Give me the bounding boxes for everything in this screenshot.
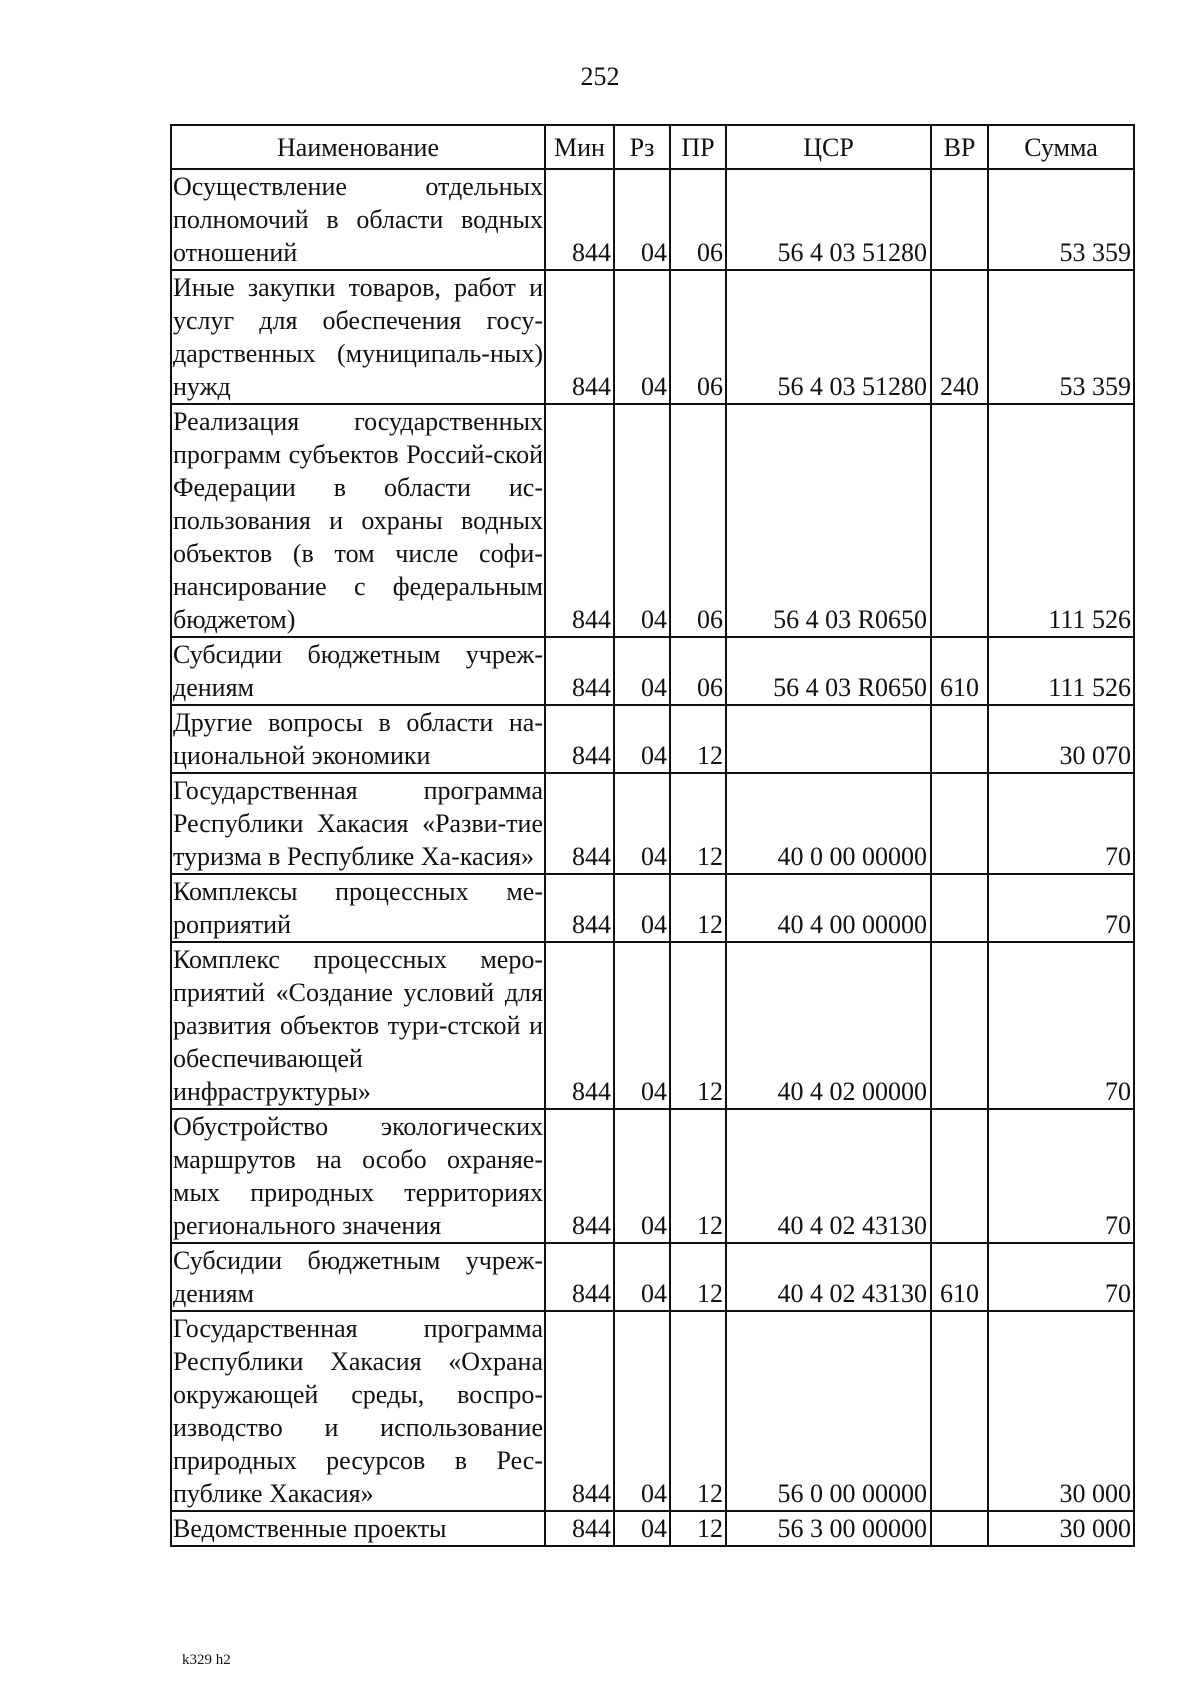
table-row [171,773,1134,874]
table-body [171,169,1134,1546]
row-vr: 610 [931,1243,988,1311]
row-pr: 12 [670,773,726,874]
row-min: 844 [545,404,614,637]
row-sum: 53 359 [988,270,1134,404]
row-pr: 12 [670,874,726,942]
row-rz: 04 [614,705,670,773]
row-pr: 12 [670,1511,726,1546]
row-vr [931,1511,988,1546]
row-vr [931,1311,988,1511]
row-sum: 53 359 [988,169,1134,270]
header-pr: ПР [670,125,726,169]
page-number: 252 [580,62,620,91]
row-rz: 04 [614,1511,670,1546]
row-sum: 111 526 [988,637,1134,705]
row-vr [931,942,988,1109]
row-vr: 610 [931,637,988,705]
row-min: 844 [545,1511,614,1546]
row-pr: 06 [670,270,726,404]
row-pr: 12 [670,942,726,1109]
header-min: Мин [545,125,614,169]
row-min: 844 [545,169,614,270]
row-name: Субсидии бюджетным учреж-дениям [171,1243,545,1311]
row-min: 844 [545,1311,614,1511]
row-sum: 70 [988,942,1134,1109]
row-name: Ведомственные проекты [171,1511,545,1546]
row-csr: 56 0 00 00000 [726,1311,931,1511]
row-name: Обустройство экологических маршрутов на особо охраняе-мых природных территориях регионального значения [171,1109,545,1243]
row-name: Субсидии бюджетным учреж-дениям [171,637,545,705]
row-csr: 56 4 03 R0650 [726,404,931,637]
row-pr: 12 [670,705,726,773]
row-sum: 30 000 [988,1511,1134,1546]
table-row [171,637,1134,705]
row-sum: 70 [988,1109,1134,1243]
row-csr: 56 4 03 51280 [726,270,931,404]
row-rz: 04 [614,1311,670,1511]
row-name: Реализация государственных программ субъектов Россий-ской Федерации в области ис-пользования и охраны водных объектов (в том числе софи-нансирование с федеральным бюджетом) [171,404,545,637]
row-csr [726,705,931,773]
header-sum: Сумма [988,125,1134,169]
row-rz: 04 [614,874,670,942]
row-vr [931,874,988,942]
row-csr: 40 4 02 43130 [726,1109,931,1243]
row-rz: 04 [614,1243,670,1311]
row-csr: 56 4 03 51280 [726,169,931,270]
row-min: 844 [545,1109,614,1243]
row-vr [931,1109,988,1243]
row-rz: 04 [614,637,670,705]
row-name: Комплекс процессных меро-приятий «Создание условий для развития объектов тури-стской и обеспечивающей инфраструктуры» [171,942,545,1109]
row-name: Государственная программа Республики Хакасия «Охрана окружающей среды, воспро-изводство и использование природных ресурсов в Рес-публике Хакасия» [171,1311,545,1511]
table-header [171,125,1134,169]
row-vr [931,773,988,874]
row-csr: 56 3 00 00000 [726,1511,931,1546]
row-rz: 04 [614,942,670,1109]
row-min: 844 [545,773,614,874]
row-rz: 04 [614,773,670,874]
row-rz: 04 [614,270,670,404]
row-csr: 56 4 03 R0650 [726,637,931,705]
row-name: Комплексы процессных ме-роприятий [171,874,545,942]
table-header-row [171,125,1134,169]
table-row [171,705,1134,773]
footer-code: k329 h2 [182,1652,231,1668]
row-min: 844 [545,270,614,404]
row-rz: 04 [614,169,670,270]
row-sum: 30 070 [988,705,1134,773]
row-min: 844 [545,874,614,942]
row-csr: 40 0 00 00000 [726,773,931,874]
row-sum: 70 [988,1243,1134,1311]
row-sum: 70 [988,874,1134,942]
row-csr: 40 4 02 43130 [726,1243,931,1311]
row-pr: 06 [670,637,726,705]
row-pr: 12 [670,1243,726,1311]
row-sum: 30 000 [988,1311,1134,1511]
table-row [171,1109,1134,1243]
header-vr: ВР [931,125,988,169]
header-name: Наименование [171,125,545,169]
table-row [171,1311,1134,1511]
row-sum: 70 [988,773,1134,874]
row-pr: 06 [670,404,726,637]
table-row [171,874,1134,942]
row-vr [931,404,988,637]
row-name: Другие вопросы в области на-циональной экономики [171,705,545,773]
row-min: 844 [545,705,614,773]
row-min: 844 [545,1243,614,1311]
table-row [171,270,1134,404]
row-name: Иные закупки товаров, работ и услуг для обеспечения госу-дарственных (муниципаль-ных) нужд [171,270,545,404]
row-rz: 04 [614,1109,670,1243]
row-pr: 06 [670,169,726,270]
row-vr [931,169,988,270]
table-row [171,404,1134,637]
table-row [171,169,1134,270]
row-pr: 12 [670,1311,726,1511]
table-row [171,942,1134,1109]
row-min: 844 [545,942,614,1109]
header-rz: Рз [614,125,670,169]
table-row [171,1243,1134,1311]
header-csr: ЦСР [726,125,931,169]
row-csr: 40 4 02 00000 [726,942,931,1109]
row-csr: 40 4 00 00000 [726,874,931,942]
row-rz: 04 [614,404,670,637]
row-min: 844 [545,637,614,705]
row-vr [931,705,988,773]
row-name: Осуществление отдельных полномочий в области водных отношений [171,169,545,270]
row-sum: 111 526 [988,404,1134,637]
budget-table [170,124,1135,1547]
row-name: Государственная программа Республики Хакасия «Разви-тие туризма в Республике Ха-касия» [171,773,545,874]
table-row [171,1511,1134,1546]
row-pr: 12 [670,1109,726,1243]
row-vr: 240 [931,270,988,404]
